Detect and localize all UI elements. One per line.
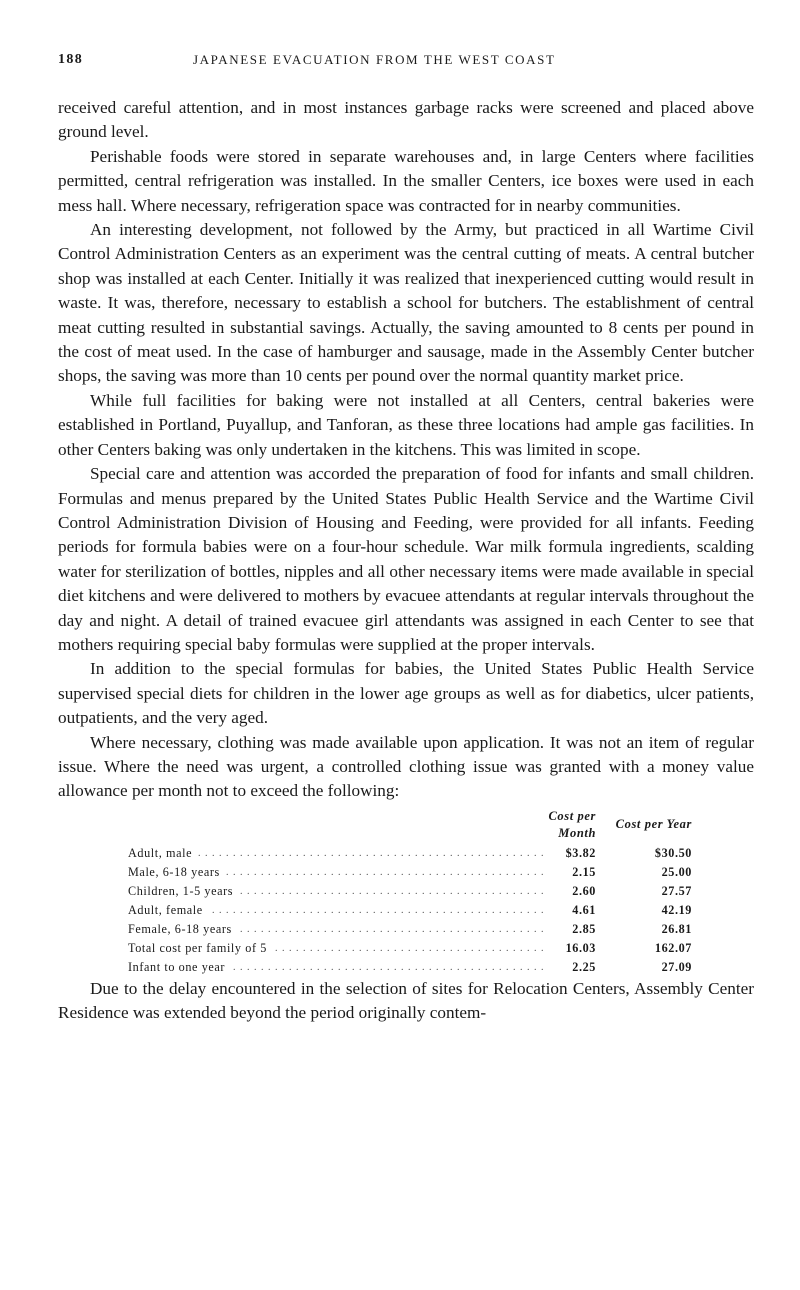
cost-month: 4.61 (572, 902, 596, 917)
cost-month: $3.82 (565, 845, 596, 860)
cost-year: 26.81 (661, 921, 692, 936)
row-label: Total cost per family of 5 (128, 941, 271, 955)
row-label: Infant to one year (128, 960, 229, 974)
cost-month: 16.03 (565, 940, 596, 955)
page-number: 188 (58, 52, 84, 67)
page-header (58, 52, 754, 74)
cost-year: 162.07 (654, 940, 692, 955)
cost-month: 2.25 (572, 959, 596, 974)
cost-month: 2.85 (572, 921, 596, 936)
table-row (128, 882, 692, 901)
table-row (128, 920, 692, 939)
paragraph: received careful attention, and in most instances garbage racks were screened and placed above ground level. (58, 98, 754, 142)
row-label: Adult, male (128, 846, 196, 860)
paragraph: In addition to the special formulas for babies, the United States Public Health Service supervised special diets for children in the lower age groups as well as for diabetics, ulcer patients, outpatients, and the very aged. (58, 659, 754, 728)
cost-year: 27.09 (661, 959, 692, 974)
table-row (128, 863, 692, 882)
table-row (128, 958, 692, 977)
book-page (58, 52, 754, 1026)
cost-year: 42.19 (661, 902, 692, 917)
column-header-year: Cost per Year (615, 817, 692, 832)
cost-year: 27.57 (661, 883, 692, 898)
paragraph: Perishable foods were stored in separate warehouses and, in large Centers where facilities permitted, central refrigeration was installed. In the smaller Centers, ice boxes were used in each mess hall. Where necessary, refrigeration space was contracted for in nearby communities. (58, 146, 754, 215)
running-title: JAPANESE EVACUATION FROM THE WEST COAST (193, 52, 556, 67)
table-row (128, 939, 692, 958)
page-body (58, 96, 754, 1026)
clothing-cost-table (128, 808, 692, 977)
row-label: Children, 1-5 years (128, 884, 237, 898)
paragraph: An interesting development, not followed by the Army, but practiced in all Wartime Civil Control Administration Centers as an experiment was the central cutting of meats. A central butcher shop was installed at each Center. Initially it was realized that inexperienced cutting would result in waste. It was, therefore, necessary to establish a school for butchers. The establishment of central meat cutting resulted in substantial savings. Actually, the saving amounted to 8 cents per pound in the cost of meat used. In the case of hamburger and sausage, made in the Assembly Center butcher shops, the saving was more than 10 cents per pound over the normal quantity market price. (58, 220, 754, 386)
row-label: Male, 6-18 years (128, 865, 224, 879)
cost-month: 2.15 (572, 864, 596, 879)
table-row (128, 901, 692, 920)
cost-year: 25.00 (661, 864, 692, 879)
column-header-month: Cost per Month (548, 808, 596, 840)
row-label: Adult, female (128, 903, 207, 917)
row-label: Female, 6-18 years (128, 922, 236, 936)
table-header-row (128, 808, 692, 844)
table-row (128, 844, 692, 863)
cost-year: $30.50 (654, 845, 692, 860)
paragraph: Where necessary, clothing was made available upon application. It was not an item of regular issue. Where the need was urgent, a controlled clothing issue was granted with a money value allowance per month not to exceed the following: (58, 732, 754, 801)
paragraph: While full facilities for baking were not installed at all Centers, central bakeries were established in Portland, Puyallup, and Tanforan, as these three locations had ample gas facilities. In other Centers baking was only undertaken in the kitchens. This was limited in scope. (58, 390, 754, 459)
paragraph: Special care and attention was accorded the preparation of food for infants and small children. Formulas and menus prepared by the United States Public Health Service and the Wartime Civil Control Administration Division of Housing and Feeding, were provided for all infants. Feeding periods for formula babies were on a four-hour schedule. War milk formula ingredients, scalding water for sterilization of bottles, nipples and all other necessary items were made available in special diet kitchens and were delivered to mothers by evacuee attendants at regular intervals throughout the day and night. A detail of trained evacuee girl attendants was assigned in each Center to see that mothers requiring special baby formulas were supplied at the proper intervals. (58, 464, 754, 654)
cost-month: 2.60 (572, 883, 596, 898)
closing-paragraph: Due to the delay encountered in the selection of sites for Relocation Centers, Assembly Center Residence was extended beyond the period originally contem- (58, 978, 754, 1023)
